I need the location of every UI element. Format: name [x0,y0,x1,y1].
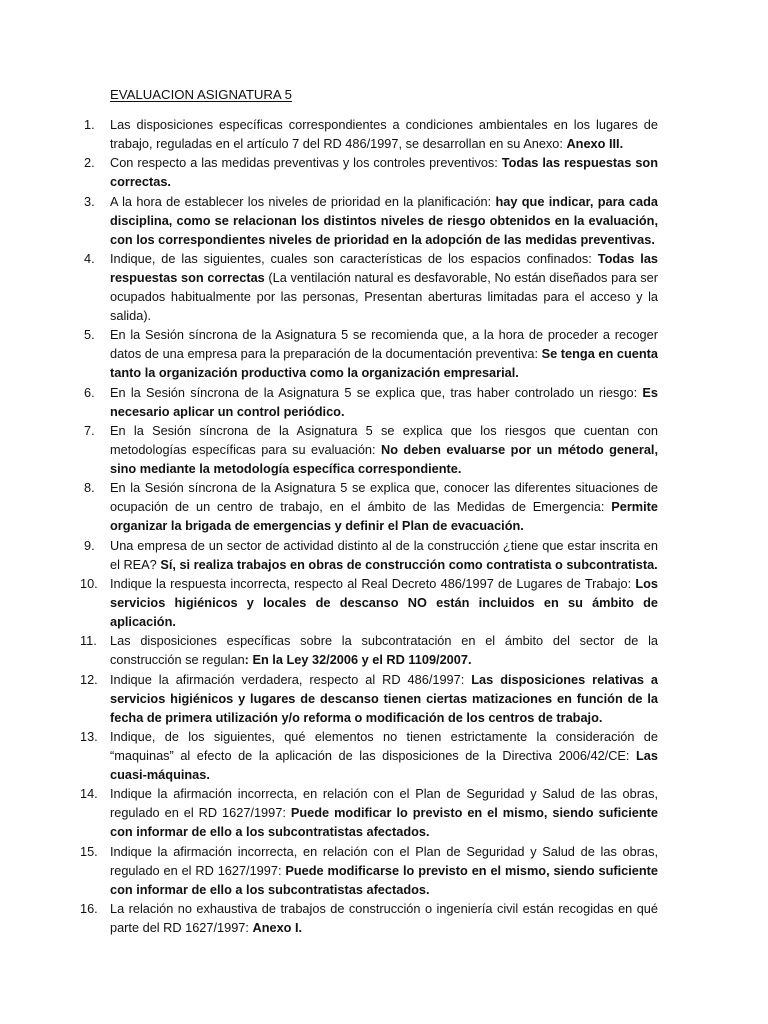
question-text [110,251,658,323]
answer-text: : En la Ley 32/2006 y el RD 1109/2007. [244,652,472,668]
question-fragment: Las disposiciones específicas sobre la subcontratación en el ámbito del sector de la construcción se regulan [110,633,658,668]
answer-text: Todas las respuestas son correctas. [110,155,658,190]
question-text [110,480,658,533]
question-number: 6. [84,384,95,400]
question-item [0,154,768,192]
question-number: 5. [84,327,95,343]
question-fragment: Indique, de las siguientes, cuales son características de los espacios confinados: [110,251,598,267]
answer-text: Puede modificar lo previsto en el mismo, siendo suficiente con informar de ello a los subcontratistas afectados. [110,805,658,840]
question-item [0,193,768,250]
answer-text: Es necesario aplicar un control periódico. [110,384,658,419]
answer-text: No deben evaluarse por un método general, sino mediante la metodología específica correspondiente. [110,441,659,476]
question-number: 11. [80,633,97,649]
question-text [110,423,658,476]
question-item [0,671,768,728]
answer-text: Las cuasi-máquinas. [110,748,658,782]
question-item [0,632,768,670]
question-fragment: A la hora de establecer los niveles de prioridad en la planificación: [110,193,496,209]
question-number: 9. [84,537,95,553]
question-number: 16. [80,901,98,917]
question-text [110,155,658,189]
question-number: 13. [80,729,98,745]
question-item [0,422,768,479]
question-item [0,900,768,938]
answer-text: Permite organizar la brigada de emergencias y definir el Plan de evacuación. [110,499,658,534]
question-number: 10. [80,576,98,592]
question-item [0,326,768,383]
answer-text: Las disposiciones relativas a servicios higiénicos y lugares de descanso tienen ciertas matizaciones en función de la fecha de primera utilización y/o reforma o modificación de los centros de trabajo. [110,671,658,725]
question-text [110,672,658,725]
question-item [0,479,768,536]
question-text [110,844,658,897]
question-number: 4. [84,251,95,267]
question-text [110,729,658,782]
question-number: 12. [80,671,98,687]
question-number: 3. [84,193,95,209]
question-fragment: Una empresa de un sector de actividad distinto al de la construcción ¿tiene que estar inscrita en el REA? [110,537,658,572]
answer-text: Anexo III. [566,135,624,151]
question-item [0,250,768,326]
question-number: 14. [80,786,98,802]
question-item [0,116,768,154]
question-item [0,728,768,785]
question-text [110,117,658,151]
question-item [0,785,768,842]
question-item [0,575,768,632]
question-item [0,384,768,422]
question-fragment: En la Sesión síncrona de la Asignatura 5 se explica que los riesgos que cuentan con metodologías específicas para su evaluación: [110,423,658,457]
question-fragment: En la Sesión síncrona de la Asignatura 5 se explica que, conocer las diferentes situaciones de ocupación de un centro de trabajo, en el ámbito de las Medidas de Emergencia: [110,480,658,515]
question-number: 8. [84,480,95,496]
question-text [110,786,658,839]
document-title: EVALUACION ASIGNATURA 5 [110,87,292,102]
question-fragment: En la Sesión síncrona de la Asignatura 5 se recomienda que, a la hora de proceder a recoger datos de una empresa para la preparación de la documentación preventiva: [110,327,658,362]
answer-text: Todas las respuestas son correctas [110,251,658,286]
question-fragment: Indique la afirmación incorrecta, en relación con el Plan de Seguridad y Salud de las obras, regulado en el RD 1627/1997: [110,786,658,821]
answer-text: Se tenga en cuenta tanto la organización productiva como la organización empresarial. [110,346,658,381]
question-fragment: En la Sesión síncrona de la Asignatura 5 se explica que, tras haber controlado un riesgo: [110,384,643,400]
question-fragment: Indique la respuesta incorrecta, respecto al Real Decreto 486/1997 de Lugares de Trabajo: [110,576,636,592]
question-text [110,385,658,419]
question-text [110,576,658,629]
answer-text: hay que indicar, para cada disciplina, como se relacionan los distintos niveles de riesgo obtenidos en la evaluación, con los correspondientes niveles de prioridad en la adopción de las medidas preventivas. [110,193,658,247]
question-number: 7. [84,423,95,439]
question-fragment: Indique la afirmación verdadera, respecto al RD 486/1997: [110,671,472,687]
question-text [110,194,658,247]
question-text [110,633,658,667]
question-item [0,537,768,575]
question-text [110,538,658,572]
question-fragment: Indique la afirmación incorrecta, en relación con el Plan de Seguridad y Salud de las obras, regulado en el RD 1627/1997: [110,843,658,878]
question-fragment: La relación no exhaustiva de trabajos de construcción o ingeniería civil están recogidas en qué parte del RD 1627/1997: [110,901,658,935]
question-item [0,843,768,900]
question-fragment: Las disposiciones específicas correspondientes a condiciones ambientales en los lugares de trabajo, reguladas en el artículo 7 del RD 486/1997, se desarrollan en su Anexo: [110,117,658,151]
answer-text: Sí, si realiza trabajos en obras de construcción como contratista o subcontratista. [160,556,658,572]
question-fragment: (La ventilación natural es desfavorable, No están diseñados para ser ocupados habitualmente por las personas, Presentan aberturas limitadas para el acceso y la salida). [110,270,658,323]
question-fragment: Con respecto a las medidas preventivas y los controles preventivos: [110,155,502,171]
question-number: 1. [84,117,95,132]
question-list [0,116,768,938]
answer-text: Los servicios higiénicos y locales de descanso NO están incluidos en su ámbito de aplicación. [110,576,658,629]
question-text [110,327,658,380]
question-fragment: Indique, de los siguientes, qué elementos no tienen estrictamente la consideración de “maquinas” al efecto de la aplicación de las disposiciones de la Directiva 2006/42/CE: [110,729,658,764]
question-number: 15. [80,843,98,859]
answer-text: Puede modificarse lo previsto en el mismo, siendo suficiente con informar de ello a los subcontratistas afectados. [110,862,658,897]
answer-text: Anexo I. [252,919,303,935]
question-number: 2. [84,155,95,171]
question-text [110,901,658,935]
